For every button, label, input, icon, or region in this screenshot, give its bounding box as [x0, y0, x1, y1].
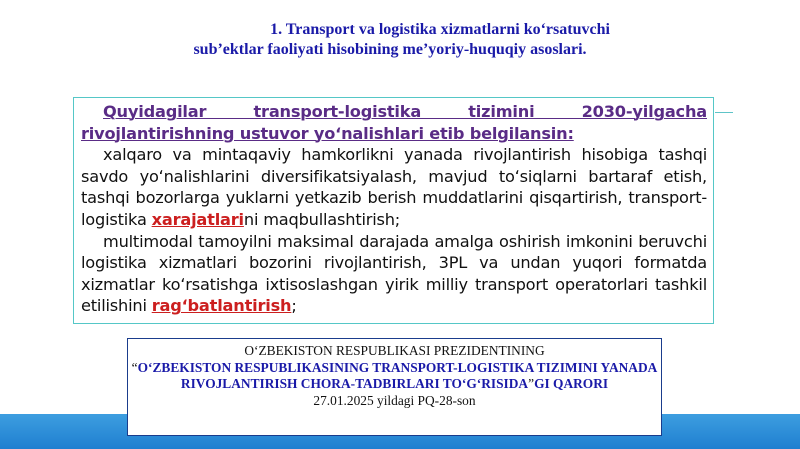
decree-name	[128, 360, 661, 393]
highlight-ragbatlantirish: ragʻbatlantirish	[151, 296, 292, 316]
excerpt-heading	[81, 101, 707, 144]
open-quote: “	[131, 359, 138, 375]
decree-name-suffix: GI QARORI	[534, 376, 609, 391]
decorative-line	[715, 112, 733, 113]
decree-reference-box	[127, 338, 662, 436]
paragraph-1-text: xalqaro va mintaqaviy hamkorlikni yanada rivojlantirish hisobiga tashqi savdo yoʻnalishlarini diversifikatsiyalash, mavjud toʻsiqlarni bartaraf etish, tashqi bozorlarga yuklarni yetkazib berish muddatlarini qisqartirish, transport-logistika	[81, 145, 707, 229]
paragraph-1-tail: ni maqbullashtirish;	[243, 209, 401, 229]
excerpt-paragraph-2	[81, 231, 707, 317]
close-quote: ”	[528, 376, 535, 391]
highlight-xarajatlari: xarajatlari	[151, 209, 244, 229]
excerpt-paragraph-1	[81, 144, 707, 230]
excerpt-heading-text: Quyidagilar transport-logistika tizimini 2030-yilgacha rivojlantirishning ustuvor yoʻnalishlari etib belgilansin:	[81, 102, 707, 143]
decree-excerpt-box	[73, 97, 714, 324]
paragraph-2-tail: ;	[291, 296, 297, 316]
decree-issuer: OʻZBEKISTON RESPUBLIKASI PREZIDENTINING	[244, 343, 545, 358]
decree-name-text: OʻZBEKISTON RESPUBLIKASINING TRANSPORT-LOGISTIKA TIZIMINI YANADA RIVOJLANTIRISH CHORA-TADBIRLARI TOʻGʻRISIDA	[137, 359, 658, 391]
slide-title-line-1: 1. Transport va logistika xizmatlarni koʻrsatuvchi	[270, 21, 610, 38]
slide-title-line-2: subʼektlar faoliyati hisobining meʼyoriy-huquqiy asoslari.	[193, 41, 587, 58]
decree-date: 27.01.2025 yildagi PQ-28-son	[313, 392, 476, 408]
slide-title	[150, 20, 670, 60]
paragraph-2-text: multimodal tamoyilni maksimal darajada amalga oshirish imkonini beruvchi logistika xizmatlari bozorini rivojlantirish, 3PL va undan yuqori formatda xizmatlar koʻrsatishga ixtisoslashgan yirik milliy transport operatorlari tashkil etilishini	[81, 231, 707, 316]
